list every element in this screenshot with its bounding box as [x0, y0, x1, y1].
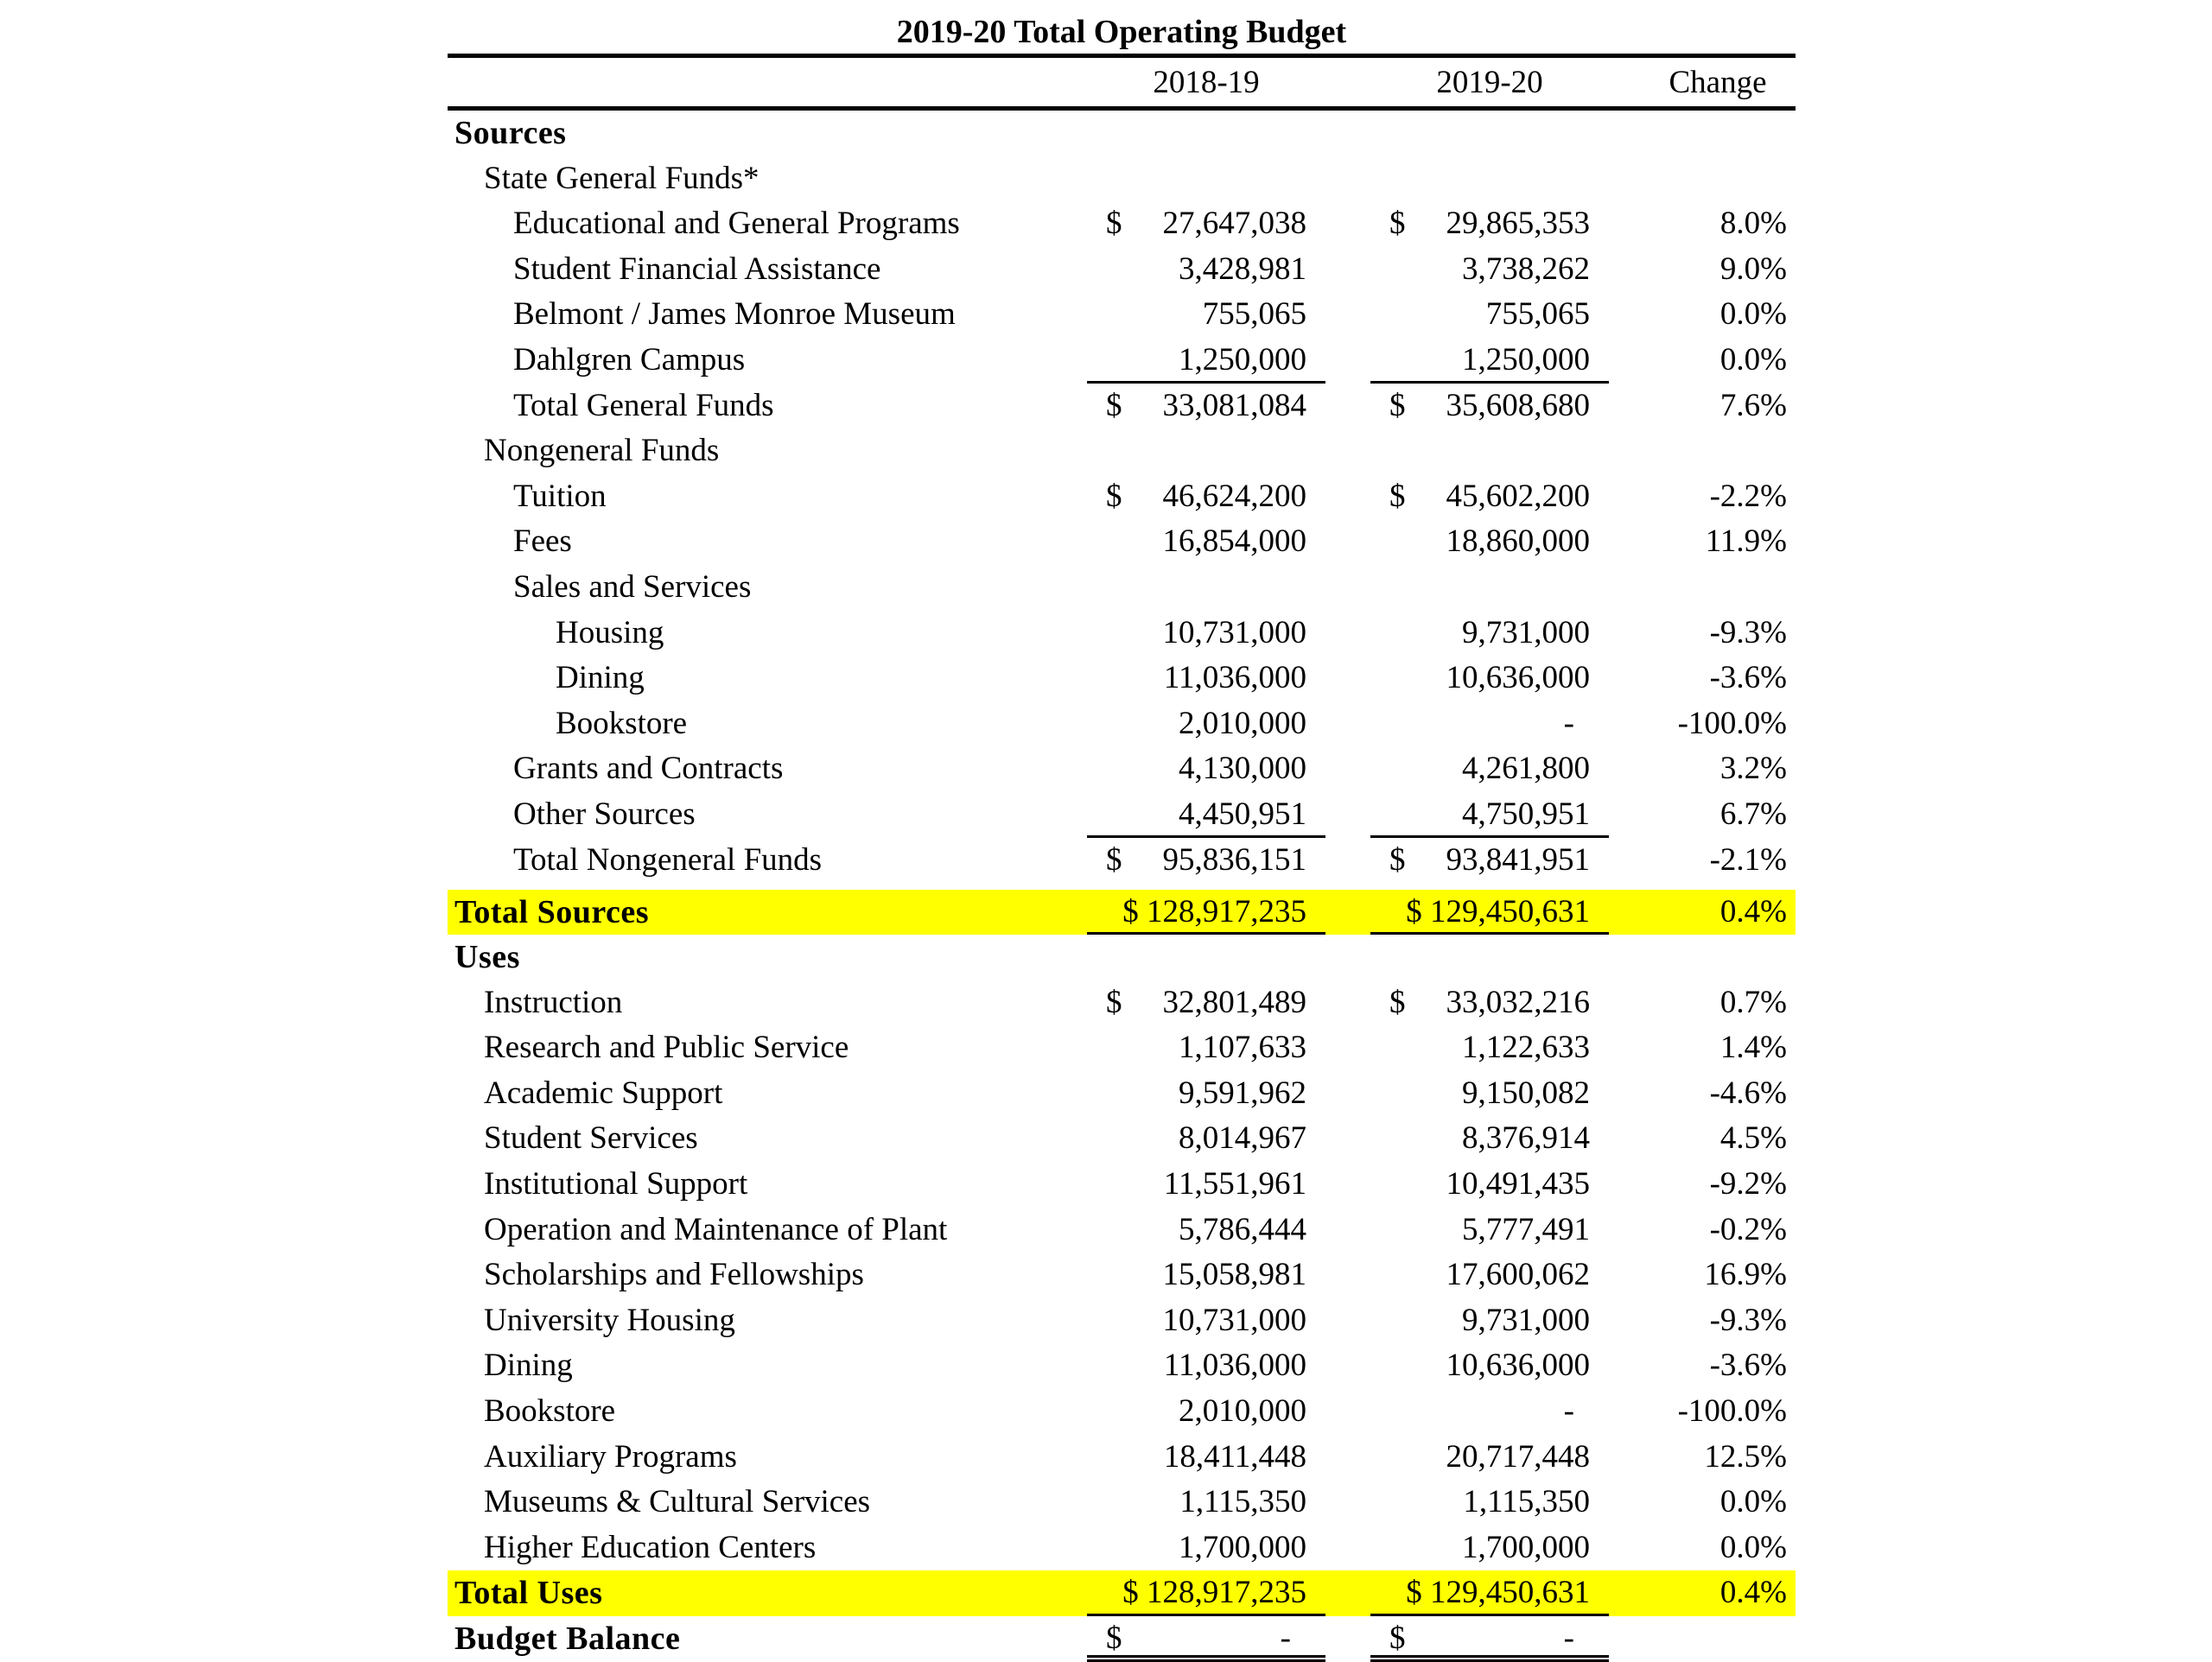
change-value: -9.3% — [1709, 1302, 1787, 1338]
value-2019-20 — [1370, 1389, 1609, 1435]
value-2018-19 — [1087, 1253, 1325, 1298]
row-label: Student Services — [484, 1120, 698, 1157]
amount: - — [1280, 1621, 1291, 1656]
table-row — [448, 1116, 1796, 1162]
row-label: Other Sources — [513, 796, 696, 832]
amount: 33,032,216 — [1446, 984, 1590, 1020]
amount: 45,602,200 — [1446, 478, 1590, 514]
value-2018-19 — [1087, 201, 1325, 247]
value-2019-20 — [1370, 338, 1609, 384]
amount: 1,122,633 — [1462, 1030, 1590, 1066]
amount: 35,608,680 — [1446, 387, 1590, 423]
amount: 5,777,491 — [1462, 1211, 1590, 1247]
value-2019-20 — [1370, 1435, 1609, 1481]
amount: 3,428,981 — [1179, 251, 1306, 287]
amount: 9,591,962 — [1179, 1075, 1306, 1111]
table-row — [448, 656, 1796, 701]
table-row — [448, 792, 1796, 838]
amount: 95,836,151 — [1162, 841, 1306, 878]
value-2019-20 — [1370, 519, 1609, 565]
table-row — [448, 519, 1796, 565]
dollar-sign: $ — [1106, 478, 1122, 514]
value-2018-19 — [1087, 980, 1325, 1026]
change-value: 12.5% — [1704, 1438, 1787, 1475]
budget-table — [448, 10, 1796, 1662]
amount: 8,014,967 — [1179, 1120, 1306, 1157]
table-row — [448, 1253, 1796, 1298]
change-value: -2.1% — [1709, 841, 1787, 878]
row-label: Fees — [513, 523, 572, 560]
group-header-nongeneral-funds — [448, 428, 1796, 474]
amount: - — [1563, 1393, 1574, 1430]
row-label: Dining — [484, 1348, 573, 1384]
dollar-sign: $ — [1389, 478, 1406, 514]
row-label: University Housing — [484, 1302, 735, 1338]
change-value: 3.2% — [1719, 751, 1787, 787]
amount: 4,750,951 — [1462, 796, 1590, 832]
amount: 2,010,000 — [1179, 705, 1306, 741]
section-label: Uses — [454, 939, 520, 976]
value-2019-20 — [1370, 1343, 1609, 1389]
value-2019-20 — [1370, 890, 1609, 936]
row-label: Higher Education Centers — [484, 1529, 817, 1565]
amount: - — [1563, 1621, 1574, 1656]
value-2018-19 — [1087, 1570, 1325, 1616]
amount: 755,065 — [1202, 296, 1306, 333]
value-2018-19 — [1087, 656, 1325, 701]
table-row — [448, 746, 1796, 792]
change-value: 11.9% — [1705, 523, 1787, 560]
value-2018-19 — [1087, 247, 1325, 293]
amount: 10,491,435 — [1446, 1166, 1590, 1202]
value-2019-20 — [1370, 656, 1609, 701]
table-row — [448, 1480, 1796, 1526]
value-2018-19 — [1087, 1025, 1325, 1071]
value-2019-20 — [1370, 1162, 1609, 1208]
amount: $ 128,917,235 — [1122, 1575, 1306, 1611]
amount: 1,250,000 — [1179, 341, 1306, 377]
value-2019-20 — [1370, 792, 1609, 838]
value-2018-19 — [1087, 611, 1325, 657]
row-label: Educational and General Programs — [513, 206, 960, 242]
amount: 4,261,800 — [1462, 751, 1590, 787]
value-2018-19 — [1087, 519, 1325, 565]
amount: 93,841,951 — [1446, 841, 1590, 878]
change-value: -4.6% — [1709, 1075, 1787, 1111]
amount: $ 128,917,235 — [1122, 893, 1306, 929]
value-2019-20 — [1370, 1253, 1609, 1298]
value-2018-19 — [1087, 1480, 1325, 1526]
change-value: 8.0% — [1719, 206, 1787, 242]
amount: 1,107,633 — [1179, 1030, 1306, 1066]
value-2019-20 — [1370, 384, 1609, 429]
amount: 9,731,000 — [1462, 614, 1590, 650]
value-2018-19 — [1087, 1298, 1325, 1344]
amount: 10,636,000 — [1446, 1348, 1590, 1384]
amount: 1,115,350 — [1463, 1484, 1590, 1520]
row-label: Student Financial Assistance — [513, 251, 881, 287]
table-row — [448, 1208, 1796, 1253]
row-label: Academic Support — [484, 1075, 723, 1111]
dollar-sign: $ — [1389, 206, 1406, 242]
amount: $ 129,450,631 — [1406, 893, 1590, 929]
change-value: -100.0% — [1677, 1393, 1787, 1430]
amount: 1,700,000 — [1179, 1529, 1306, 1565]
amount: 15,058,981 — [1162, 1257, 1306, 1293]
section-header-uses — [448, 935, 1796, 980]
change-value: 0.0% — [1719, 1484, 1787, 1520]
row-label: Dining — [556, 660, 645, 696]
amount: 1,115,350 — [1179, 1484, 1306, 1520]
change-value: 0.4% — [1719, 893, 1787, 929]
value-2019-20 — [1370, 838, 1609, 890]
table-row — [448, 474, 1796, 520]
amount: 20,717,448 — [1446, 1438, 1590, 1475]
value-2019-20 — [1370, 1025, 1609, 1071]
group-label: State General Funds* — [484, 160, 760, 196]
change-value: 0.0% — [1719, 341, 1787, 377]
section-header-sources — [448, 111, 1796, 156]
value-2018-19 — [1087, 1162, 1325, 1208]
change-value: 0.0% — [1719, 296, 1787, 333]
row-label: Bookstore — [484, 1393, 616, 1430]
row-label: Research and Public Service — [484, 1030, 849, 1066]
value-2019-20 — [1370, 980, 1609, 1026]
amount: 10,636,000 — [1446, 660, 1590, 696]
dollar-sign: $ — [1106, 387, 1122, 423]
group-label: Sales and Services — [513, 568, 752, 605]
amount: 33,081,084 — [1162, 387, 1306, 423]
table-title: 2019-20 Total Operating Budget — [448, 10, 1796, 58]
amount: 10,731,000 — [1162, 1302, 1306, 1338]
subtotal-row-general-funds — [448, 384, 1796, 429]
amount: 9,150,082 — [1462, 1075, 1590, 1111]
row-label: Grants and Contracts — [513, 751, 784, 787]
table-row — [448, 338, 1796, 384]
change-value: 1.4% — [1719, 1030, 1787, 1066]
value-2019-20 — [1370, 1208, 1609, 1253]
change-value: -3.6% — [1709, 1348, 1787, 1384]
value-2019-20 — [1370, 1570, 1609, 1616]
amount: 5,786,444 — [1179, 1211, 1306, 1247]
change-value: 16.9% — [1704, 1257, 1787, 1293]
amount: 18,860,000 — [1446, 523, 1590, 560]
dollar-sign: $ — [1106, 206, 1122, 242]
change-value: 0.0% — [1719, 1529, 1787, 1565]
table-row — [448, 201, 1796, 247]
row-label: Belmont / James Monroe Museum — [513, 296, 956, 333]
value-2019-20 — [1370, 746, 1609, 792]
value-2019-20 — [1370, 247, 1609, 293]
change-value: 4.5% — [1719, 1120, 1787, 1157]
column-header-change: Change — [1669, 65, 1767, 100]
value-2018-19 — [1087, 1389, 1325, 1435]
amount: 29,865,353 — [1446, 206, 1590, 242]
change-value: -3.6% — [1709, 660, 1787, 696]
value-2018-19 — [1087, 384, 1325, 429]
amount: 46,624,200 — [1162, 478, 1306, 514]
amount: 4,450,951 — [1179, 796, 1306, 832]
table-row — [448, 701, 1796, 747]
value-2018-19 — [1087, 292, 1325, 338]
value-2018-19 — [1087, 746, 1325, 792]
uses-list — [448, 980, 1796, 1571]
change-value: 0.7% — [1719, 984, 1787, 1020]
column-header-row — [448, 58, 1796, 111]
amount: 755,065 — [1485, 296, 1590, 333]
section-label: Sources — [454, 115, 567, 151]
amount: 4,130,000 — [1179, 751, 1306, 787]
value-2019-20 — [1370, 611, 1609, 657]
table-row — [448, 980, 1796, 1026]
value-2018-19 — [1087, 474, 1325, 520]
column-header-2018-19: 2018-19 — [1153, 65, 1260, 100]
row-label: Scholarships and Fellowships — [484, 1257, 864, 1293]
value-2018-19 — [1087, 1071, 1325, 1117]
value-2019-20 — [1370, 1480, 1609, 1526]
subtotal-row-nongeneral-funds — [448, 838, 1796, 890]
group-header-state-general-funds — [448, 156, 1796, 202]
row-label: Operation and Maintenance of Plant — [484, 1211, 948, 1247]
amount: 32,801,489 — [1162, 984, 1306, 1020]
table-row — [448, 1343, 1796, 1389]
change-value: -0.2% — [1709, 1211, 1787, 1247]
dollar-sign: $ — [1106, 984, 1122, 1020]
table-row — [448, 1071, 1796, 1117]
table-row — [448, 1526, 1796, 1571]
total-uses-row — [448, 1570, 1796, 1616]
value-2018-19 — [1087, 890, 1325, 936]
value-2019-20 — [1370, 1116, 1609, 1162]
value-2019-20 — [1370, 1616, 1609, 1662]
amount: 10,731,000 — [1162, 614, 1306, 650]
group-header-sales-and-services — [448, 565, 1796, 611]
amount: 11,551,961 — [1163, 1166, 1306, 1202]
group-label: Nongeneral Funds — [484, 433, 720, 469]
table-row — [448, 292, 1796, 338]
change-value: -100.0% — [1677, 705, 1787, 741]
row-label: Bookstore — [556, 705, 688, 741]
budget-balance-row — [448, 1616, 1796, 1662]
table-row — [448, 611, 1796, 657]
change-value: -9.2% — [1709, 1166, 1787, 1202]
row-label: Budget Balance — [454, 1621, 681, 1657]
dollar-sign: $ — [1389, 387, 1406, 423]
value-2018-19 — [1087, 701, 1325, 747]
value-2018-19 — [1087, 338, 1325, 384]
value-2018-19 — [1087, 1343, 1325, 1389]
table-row — [448, 247, 1796, 293]
row-label: Museums & Cultural Services — [484, 1484, 871, 1520]
amount: - — [1563, 705, 1574, 741]
dollar-sign: $ — [1106, 841, 1122, 878]
dollar-sign: $ — [1389, 841, 1406, 878]
change-value: 7.6% — [1719, 387, 1787, 423]
value-2019-20 — [1370, 474, 1609, 520]
table-row — [448, 1435, 1796, 1481]
table-row — [448, 1298, 1796, 1344]
amount: 2,010,000 — [1179, 1393, 1306, 1430]
value-2019-20 — [1370, 1298, 1609, 1344]
dollar-sign: $ — [1389, 984, 1406, 1020]
amount: 9,731,000 — [1462, 1302, 1590, 1338]
table-row — [448, 1162, 1796, 1208]
change-value: 6.7% — [1719, 796, 1787, 832]
change-value: -9.3% — [1709, 614, 1787, 650]
amount: 17,600,062 — [1446, 1257, 1590, 1293]
value-2019-20 — [1370, 201, 1609, 247]
value-2019-20 — [1370, 292, 1609, 338]
value-2019-20 — [1370, 701, 1609, 747]
value-2018-19 — [1087, 1526, 1325, 1571]
value-2019-20 — [1370, 1526, 1609, 1571]
amount: 11,036,000 — [1163, 660, 1306, 696]
amount: 1,250,000 — [1462, 341, 1590, 377]
value-2018-19 — [1087, 1208, 1325, 1253]
table-row — [448, 1389, 1796, 1435]
value-2018-19 — [1087, 838, 1325, 890]
row-label: Total Uses — [454, 1575, 603, 1612]
amount: 11,036,000 — [1163, 1348, 1306, 1384]
row-label: Total General Funds — [513, 387, 774, 423]
amount: $ 129,450,631 — [1406, 1575, 1590, 1611]
dollar-sign: $ — [1389, 1621, 1406, 1656]
row-label: Instruction — [484, 984, 623, 1020]
total-sources-row — [448, 890, 1796, 936]
row-label: Institutional Support — [484, 1166, 748, 1202]
amount: 3,738,262 — [1462, 251, 1590, 287]
value-2018-19 — [1087, 792, 1325, 838]
table-row — [448, 1025, 1796, 1071]
value-2018-19 — [1087, 1116, 1325, 1162]
change-value: 9.0% — [1719, 251, 1787, 287]
column-header-2019-20: 2019-20 — [1436, 65, 1543, 100]
value-2018-19 — [1087, 1616, 1325, 1662]
value-2019-20 — [1370, 1071, 1609, 1117]
row-label: Total Nongeneral Funds — [513, 841, 823, 878]
amount: 27,647,038 — [1162, 206, 1306, 242]
amount: 8,376,914 — [1462, 1120, 1590, 1157]
amount: 16,854,000 — [1162, 523, 1306, 560]
change-value: 0.4% — [1719, 1575, 1787, 1611]
amount: 1,700,000 — [1462, 1529, 1590, 1565]
dollar-sign: $ — [1106, 1621, 1122, 1656]
row-label: Dahlgren Campus — [513, 341, 746, 377]
change-value: -2.2% — [1709, 478, 1787, 514]
row-label: Auxiliary Programs — [484, 1438, 737, 1475]
amount: 18,411,448 — [1163, 1438, 1306, 1475]
row-label: Housing — [556, 614, 664, 650]
row-label: Total Sources — [454, 893, 650, 930]
value-2018-19 — [1087, 1435, 1325, 1481]
row-label: Tuition — [513, 478, 607, 514]
